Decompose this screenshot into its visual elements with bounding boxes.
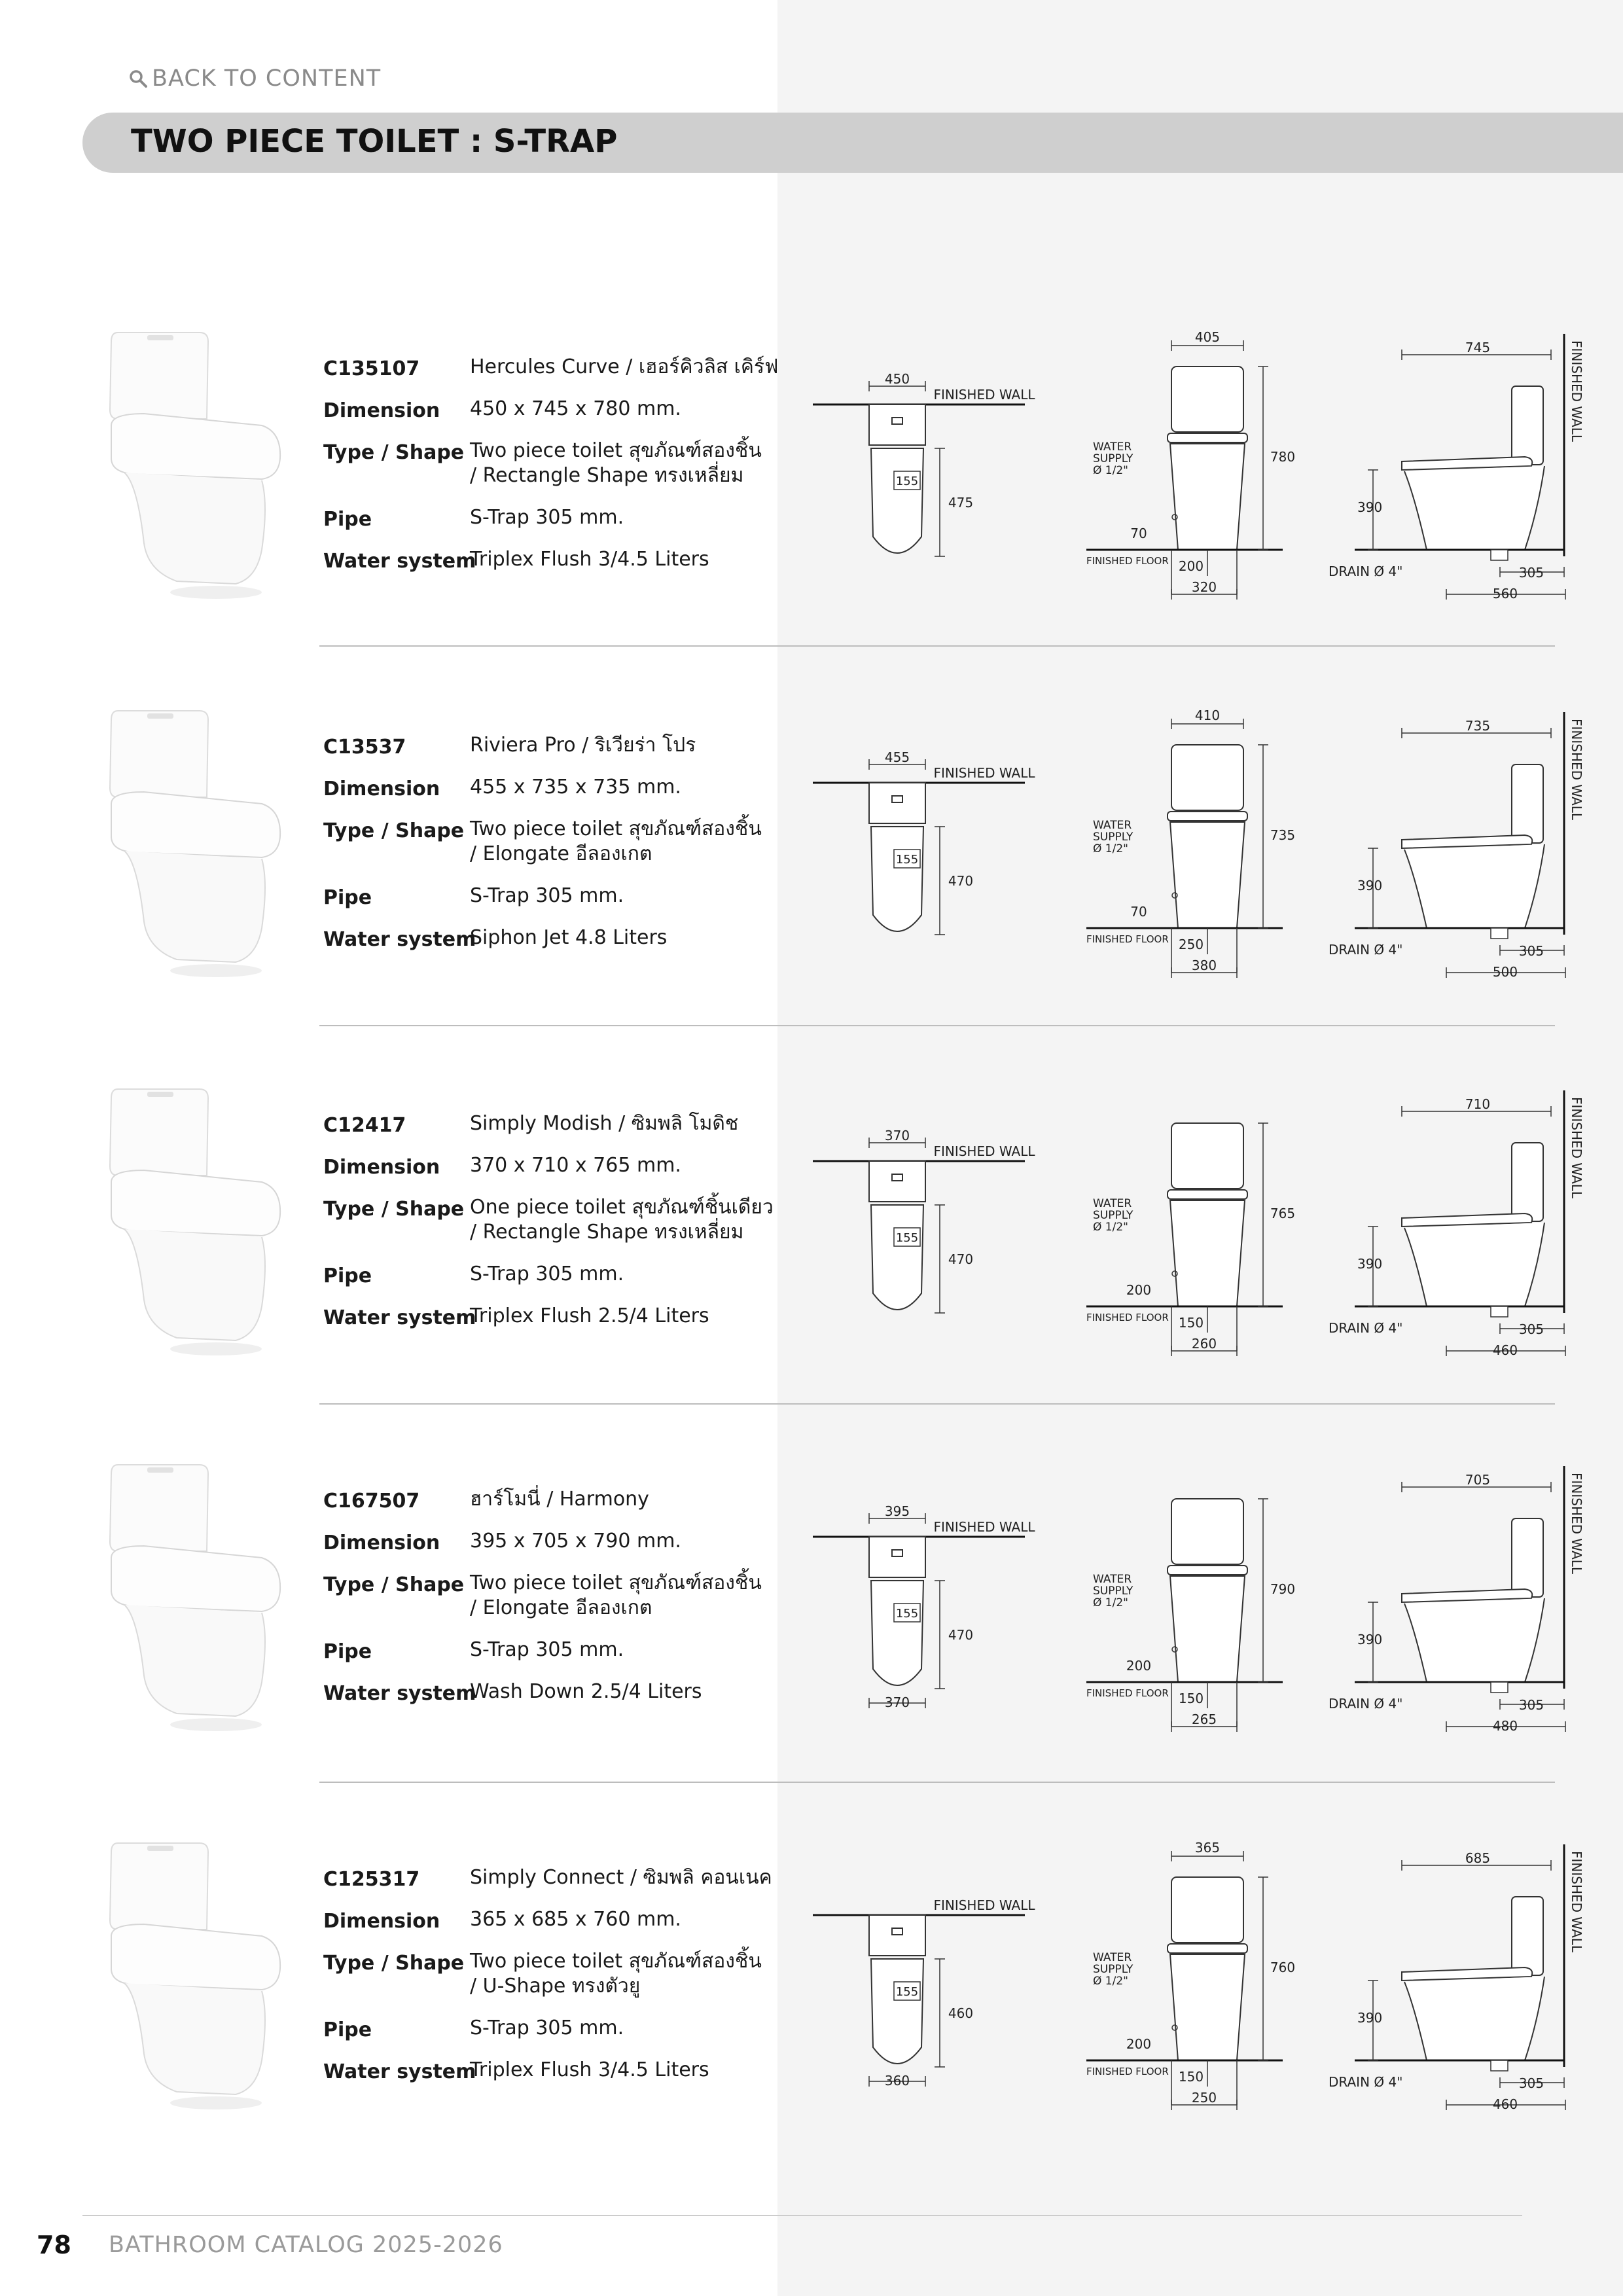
top-depth-dimension: 470 — [948, 1627, 974, 1643]
front-base-dimension: 320 — [1191, 579, 1217, 595]
water-supply-label: SUPPLY — [1093, 452, 1133, 465]
product-divider — [319, 1782, 1555, 1783]
type-shape-value: Two piece toilet สุขภัณฑ์สองชิ้น — [470, 1950, 762, 1973]
side-base-dimension: 460 — [1492, 2096, 1518, 2112]
type-shape-value-line2: / Elongate อีลองเกต — [470, 842, 652, 865]
type-shape-label: Type / Shape — [323, 819, 465, 842]
page-number: 78 — [37, 2231, 71, 2259]
product-code: C167507 — [323, 1490, 420, 1513]
top-view-drawing — [809, 719, 1051, 967]
product-code: C125317 — [323, 1868, 420, 1891]
front-height-dimension: 765 — [1270, 1206, 1296, 1221]
front-view-drawing — [1080, 1460, 1315, 1741]
supply-height-dimension: 200 — [1126, 1282, 1152, 1298]
toilet-product-image — [85, 1460, 288, 1741]
type-shape-label: Type / Shape — [323, 1573, 465, 1596]
trap-distance-dimension: 305 — [1518, 943, 1544, 959]
drain-label: DRAIN Ø 4" — [1329, 1320, 1403, 1336]
finished-floor-label: FINISHED FLOOR — [1086, 555, 1169, 567]
pipe-label: Pipe — [323, 1265, 372, 1287]
seat-height-dimension: 390 — [1357, 2010, 1383, 2026]
water-supply-label: WATER — [1093, 1951, 1132, 1964]
top-width-dimension: 450 — [884, 371, 910, 387]
product-name: Simply Connect / ซิมพลิ คอนเนค — [470, 1866, 772, 1889]
side-view-drawing — [1329, 1460, 1610, 1748]
front-base-dimension: 250 — [1191, 2090, 1217, 2106]
side-length-dimension: 745 — [1465, 340, 1491, 355]
water-supply-label: SUPPLY — [1093, 1585, 1133, 1598]
seat-height-dimension: 390 — [1357, 1256, 1383, 1272]
type-shape-value: Two piece toilet สุขภัณฑ์สองชิ้น — [470, 817, 762, 840]
supply-height-dimension: 70 — [1130, 904, 1147, 920]
drain-label: DRAIN Ø 4" — [1329, 2074, 1403, 2090]
top-bottom-dimension: 370 — [884, 1695, 910, 1710]
product-spec-block — [323, 1479, 781, 1715]
type-shape-value-line2: / U-Shape ทรงตัวยู — [470, 1975, 641, 1998]
supply-height-dimension: 200 — [1126, 1658, 1152, 1674]
back-to-content-link[interactable] — [128, 65, 381, 92]
trap-distance-dimension: 305 — [1518, 1697, 1544, 1713]
product-name: Hercules Curve / เฮอร์คิวลิส เคิร์ฟ — [470, 355, 779, 378]
side-view-drawing — [1329, 706, 1610, 994]
search-icon — [128, 69, 148, 88]
type-shape-value: Two piece toilet สุขภัณฑ์สองชิ้น — [470, 439, 762, 462]
dimension-value: 365 x 685 x 760 mm. — [470, 1908, 681, 1931]
front-height-dimension: 760 — [1270, 1960, 1296, 1975]
product-name: Simply Modish / ซิมพลิ โมดิช — [470, 1112, 739, 1135]
front-width-dimension: 405 — [1194, 329, 1221, 345]
water-system-label: Water system — [323, 1306, 476, 1329]
water-supply-label: Ø 1/2" — [1093, 1596, 1128, 1609]
top-depth-dimension: 475 — [948, 495, 974, 511]
side-base-dimension: 500 — [1492, 964, 1518, 980]
water-supply-label: WATER — [1093, 1573, 1132, 1586]
finished-wall-label: FINISHED WALL — [933, 765, 1035, 781]
toilet-product-image — [85, 1084, 288, 1365]
seat-height-dimension: 390 — [1357, 878, 1383, 893]
product-name: ฮาร์โมนี่ / Harmony — [470, 1488, 649, 1511]
product-spec-block — [323, 725, 781, 961]
front-width-dimension: 410 — [1194, 708, 1221, 723]
water-supply-label: SUPPLY — [1093, 831, 1133, 844]
product-divider — [319, 645, 1555, 647]
front-width-dimension: 365 — [1194, 1840, 1221, 1856]
top-depth-dimension: 470 — [948, 873, 974, 889]
side-view-drawing — [1329, 1838, 1610, 2126]
side-view-drawing — [1329, 327, 1610, 615]
inner-dimension: 155 — [895, 1607, 919, 1621]
top-view-drawing — [809, 340, 1051, 589]
top-view-drawing — [809, 1473, 1051, 1721]
top-width-dimension: 455 — [884, 749, 910, 765]
water-system-value: Triplex Flush 3/4.5 Liters — [470, 548, 709, 571]
product-divider — [319, 1403, 1555, 1405]
side-view-drawing — [1329, 1084, 1610, 1372]
type-shape-value: Two piece toilet สุขภัณฑ์สองชิ้น — [470, 1571, 762, 1594]
front-base-dimension: 380 — [1191, 958, 1217, 973]
product-code: C13537 — [323, 736, 406, 759]
finished-wall-label: FINISHED WALL — [1569, 1851, 1584, 1953]
front-offset-dimension: 200 — [1178, 558, 1204, 574]
side-base-dimension: 560 — [1492, 586, 1518, 601]
back-to-content-label: BACK TO CONTENT — [152, 65, 382, 92]
top-width-dimension: 370 — [884, 1128, 910, 1143]
water-system-value: Siphon Jet 4.8 Liters — [470, 926, 668, 949]
water-supply-label: SUPPLY — [1093, 1209, 1133, 1222]
product-code: C135107 — [323, 357, 420, 380]
pipe-value: S-Trap 305 mm. — [470, 506, 624, 529]
pipe-value: S-Trap 305 mm. — [470, 884, 624, 907]
water-supply-label: Ø 1/2" — [1093, 1975, 1128, 1988]
pipe-value: S-Trap 305 mm. — [470, 1638, 624, 1661]
water-system-value: Wash Down 2.5/4 Liters — [470, 1680, 702, 1703]
type-shape-value-line2: / Rectangle Shape ทรงเหลี่ยม — [470, 464, 744, 487]
dimension-label: Dimension — [323, 1532, 440, 1554]
type-shape-label: Type / Shape — [323, 1198, 465, 1221]
toilet-product-image — [85, 706, 288, 987]
page-title: TWO PIECE TOILET : S-TRAP — [131, 123, 618, 160]
product-name: Riviera Pro / ริเวียร่า โปร — [470, 734, 696, 757]
top-width-dimension: 395 — [884, 1503, 910, 1519]
dimension-label: Dimension — [323, 778, 440, 800]
water-system-value: Triplex Flush 2.5/4 Liters — [470, 1304, 709, 1327]
type-shape-value-line2: / Elongate อีลองเกต — [470, 1596, 652, 1619]
water-supply-label: Ø 1/2" — [1093, 464, 1128, 477]
water-supply-label: Ø 1/2" — [1093, 1221, 1128, 1234]
finished-floor-label: FINISHED FLOOR — [1086, 2066, 1169, 2077]
top-depth-dimension: 470 — [948, 1251, 974, 1267]
type-shape-value-line2: / Rectangle Shape ทรงเหลี่ยม — [470, 1221, 744, 1244]
type-shape-value: One piece toilet สุขภัณฑ์ชิ้นเดียว — [470, 1196, 774, 1219]
inner-dimension: 155 — [895, 1985, 919, 1999]
inner-dimension: 155 — [895, 1231, 919, 1245]
finished-floor-label: FINISHED FLOOR — [1086, 1312, 1169, 1323]
toilet-product-image — [85, 1838, 288, 2119]
front-base-dimension: 260 — [1191, 1336, 1217, 1352]
product-spec-block — [323, 347, 781, 583]
top-view-drawing — [809, 1097, 1051, 1346]
dimension-label: Dimension — [323, 1156, 440, 1179]
supply-height-dimension: 200 — [1126, 2036, 1152, 2052]
finished-wall-label: FINISHED WALL — [1569, 340, 1584, 442]
finished-wall-label: FINISHED WALL — [933, 387, 1035, 403]
water-system-label: Water system — [323, 550, 476, 573]
dimension-value: 395 x 705 x 790 mm. — [470, 1530, 681, 1552]
front-offset-dimension: 150 — [1178, 1691, 1204, 1706]
side-length-dimension: 685 — [1465, 1850, 1491, 1866]
side-base-dimension: 460 — [1492, 1342, 1518, 1358]
top-view-drawing — [809, 1851, 1051, 2100]
pipe-label: Pipe — [323, 886, 372, 909]
front-height-dimension: 735 — [1270, 827, 1296, 843]
finished-wall-label: FINISHED WALL — [1569, 719, 1584, 821]
pipe-value: S-Trap 305 mm. — [470, 2017, 624, 2039]
dimension-label: Dimension — [323, 399, 440, 422]
pipe-label: Pipe — [323, 2018, 372, 2041]
trap-distance-dimension: 305 — [1518, 565, 1544, 581]
dimension-value: 450 x 745 x 780 mm. — [470, 397, 681, 420]
product-code: C12417 — [323, 1114, 406, 1137]
inner-dimension: 155 — [895, 475, 919, 488]
footer-divider — [82, 2215, 1522, 2216]
product-divider — [319, 1025, 1555, 1026]
section-title-bar — [82, 113, 1623, 173]
inner-dimension: 155 — [895, 853, 919, 867]
pipe-label: Pipe — [323, 508, 372, 531]
top-bottom-dimension: 360 — [884, 2073, 910, 2089]
side-length-dimension: 735 — [1465, 718, 1491, 734]
finished-floor-label: FINISHED FLOOR — [1086, 1687, 1169, 1699]
type-shape-label: Type / Shape — [323, 1952, 465, 1975]
dimension-label: Dimension — [323, 1910, 440, 1933]
trap-distance-dimension: 305 — [1518, 2075, 1544, 2091]
drain-label: DRAIN Ø 4" — [1329, 942, 1403, 958]
seat-height-dimension: 390 — [1357, 499, 1383, 515]
product-spec-block — [323, 1857, 781, 2093]
product-spec-block — [323, 1103, 781, 1339]
finished-floor-label: FINISHED FLOOR — [1086, 933, 1169, 945]
front-view-drawing — [1080, 1084, 1315, 1365]
dimension-value: 455 x 735 x 735 mm. — [470, 776, 681, 798]
water-supply-label: WATER — [1093, 1197, 1132, 1210]
trap-distance-dimension: 305 — [1518, 1321, 1544, 1337]
front-height-dimension: 790 — [1270, 1581, 1296, 1597]
front-view-drawing — [1080, 706, 1315, 987]
front-offset-dimension: 150 — [1178, 2069, 1204, 2085]
supply-height-dimension: 70 — [1130, 526, 1147, 541]
finished-wall-label: FINISHED WALL — [1569, 1473, 1584, 1575]
water-system-label: Water system — [323, 1682, 476, 1705]
top-depth-dimension: 460 — [948, 2005, 974, 2021]
front-height-dimension: 780 — [1270, 449, 1296, 465]
pipe-value: S-Trap 305 mm. — [470, 1263, 624, 1285]
seat-height-dimension: 390 — [1357, 1632, 1383, 1647]
pipe-label: Pipe — [323, 1640, 372, 1663]
water-system-value: Triplex Flush 3/4.5 Liters — [470, 2058, 709, 2081]
catalog-name: BATHROOM CATALOG 2025-2026 — [109, 2232, 503, 2258]
finished-wall-label: FINISHED WALL — [933, 1897, 1035, 1913]
dimension-value: 370 x 710 x 765 mm. — [470, 1154, 681, 1177]
side-base-dimension: 480 — [1492, 1718, 1518, 1734]
front-offset-dimension: 250 — [1178, 937, 1204, 952]
water-system-label: Water system — [323, 2060, 476, 2083]
toilet-product-image — [85, 327, 288, 609]
finished-wall-label: FINISHED WALL — [933, 1519, 1035, 1535]
water-system-label: Water system — [323, 928, 476, 951]
water-supply-label: WATER — [1093, 440, 1132, 454]
finished-wall-label: FINISHED WALL — [1569, 1097, 1584, 1199]
water-supply-label: SUPPLY — [1093, 1963, 1133, 1976]
side-length-dimension: 705 — [1465, 1472, 1491, 1488]
front-view-drawing — [1080, 1838, 1315, 2119]
side-length-dimension: 710 — [1465, 1096, 1491, 1112]
drain-label: DRAIN Ø 4" — [1329, 1696, 1403, 1712]
water-supply-label: Ø 1/2" — [1093, 842, 1128, 855]
front-view-drawing — [1080, 327, 1315, 609]
drain-label: DRAIN Ø 4" — [1329, 564, 1403, 579]
type-shape-label: Type / Shape — [323, 441, 465, 464]
front-offset-dimension: 150 — [1178, 1315, 1204, 1331]
water-supply-label: WATER — [1093, 819, 1132, 832]
finished-wall-label: FINISHED WALL — [933, 1143, 1035, 1159]
front-base-dimension: 265 — [1191, 1712, 1217, 1727]
